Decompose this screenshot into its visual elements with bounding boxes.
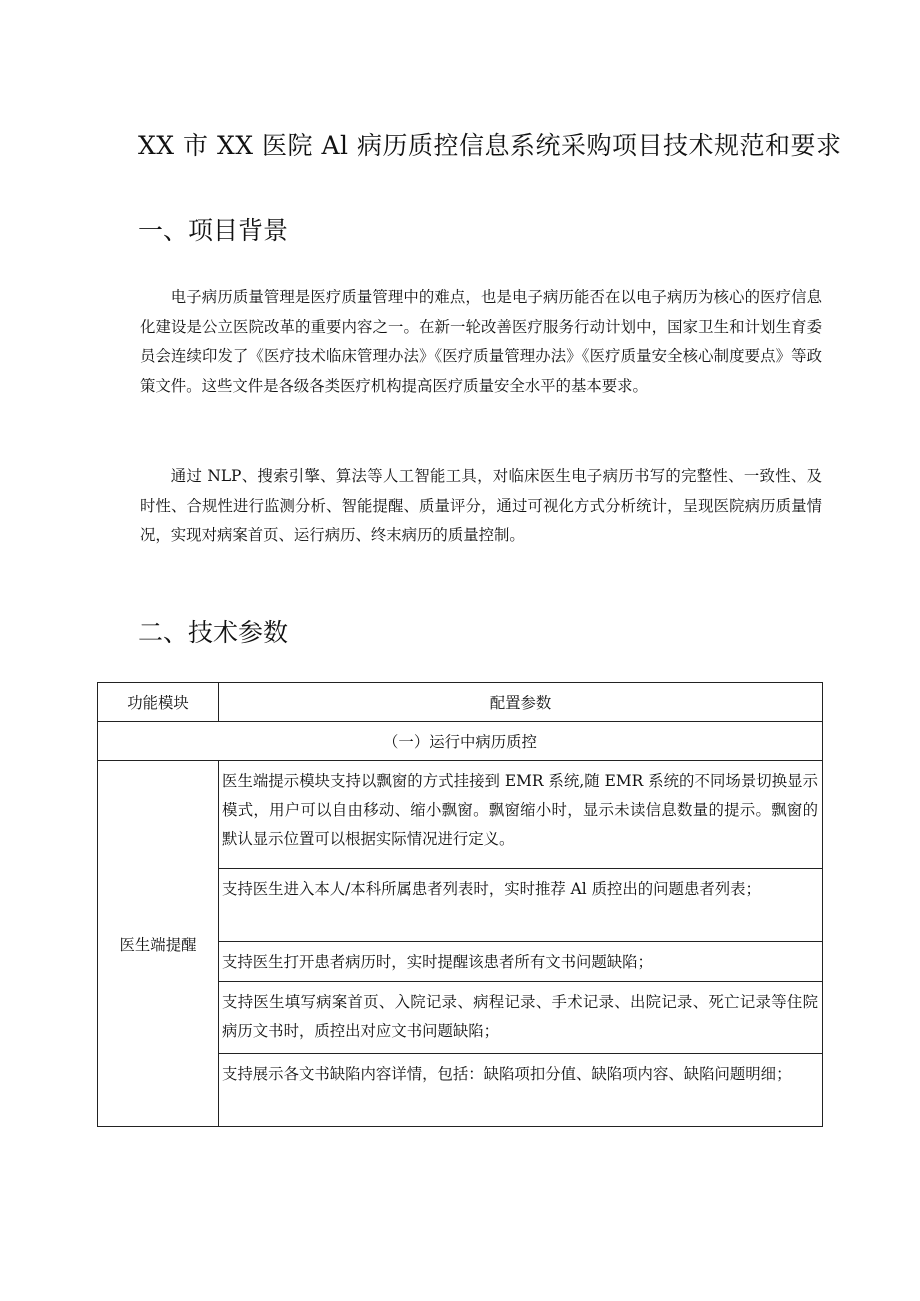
section-heading-background: 一、项目背景 (138, 216, 289, 245)
param-cell: 支持医生填写病案首页、入院记录、病程记录、手术记录、出院记录、死亡记录等住院病历文书时，质控出对应文书问题缺陷； (219, 982, 823, 1054)
background-paragraph-2: 通过 NLP、搜索引擎、算法等人工智能工具，对临床医生电子病历书写的完整性、一致性、及时性、合规性进行监测分析、智能提醒、质量评分，通过可视化方式分析统计，呈现医院病历质量情况，实现对病案首页、运行病历、终末病历的质量控制。 (140, 467, 822, 544)
module-name-cell: 医生端提醒 (98, 761, 219, 1127)
background-paragraph-1: 电子病历质量管理是医疗质量管理中的难点，也是电子病历能否在以电子病历为核心的医疗信息化建设是公立医院改革的重要内容之一。在新一轮改善医疗服务行动计划中，国家卫生和计划生育委员会连续印发了《医疗技术临床管理办法》《医疗质量管理办法》《医疗质量安全核心制度要点》等政策文件。这些文件是各级各类医疗机构提高医疗质量安全水平的基本要求。 (140, 288, 822, 395)
subsection-label: （一）运行中病历质控 (98, 722, 823, 761)
table-subsection-row (98, 722, 823, 761)
param-cell: 支持展示各文书缺陷内容详情，包括：缺陷项扣分值、缺陷项内容、缺陷问题明细； (219, 1054, 823, 1127)
header-configuration-parameters: 配置参数 (219, 683, 823, 722)
section-heading-technical-parameters: 二、技术参数 (138, 618, 289, 647)
param-cell: 医生端提示模块支持以飘窗的方式挂接到 EMR 系统,随 EMR 系统的不同场景切换显示模式，用户可以自由移动、缩小飘窗。飘窗缩小时，显示未读信息数量的提示。飘窗的默认显示位置可以根据实际情况进行定义。 (219, 761, 823, 869)
table-header-row (98, 683, 823, 722)
technical-parameters-table (97, 682, 823, 1127)
header-function-module: 功能模块 (98, 683, 219, 722)
table-row (98, 761, 823, 869)
document-title: XX 市 XX 医院 Al 病历质控信息系统采购项目技术规范和要求 (138, 131, 842, 160)
param-cell: 支持医生进入本人/本科所属患者列表时，实时推荐 Al 质控出的问题患者列表； (219, 869, 823, 942)
param-cell: 支持医生打开患者病历时，实时提醒该患者所有文书问题缺陷； (219, 942, 823, 982)
